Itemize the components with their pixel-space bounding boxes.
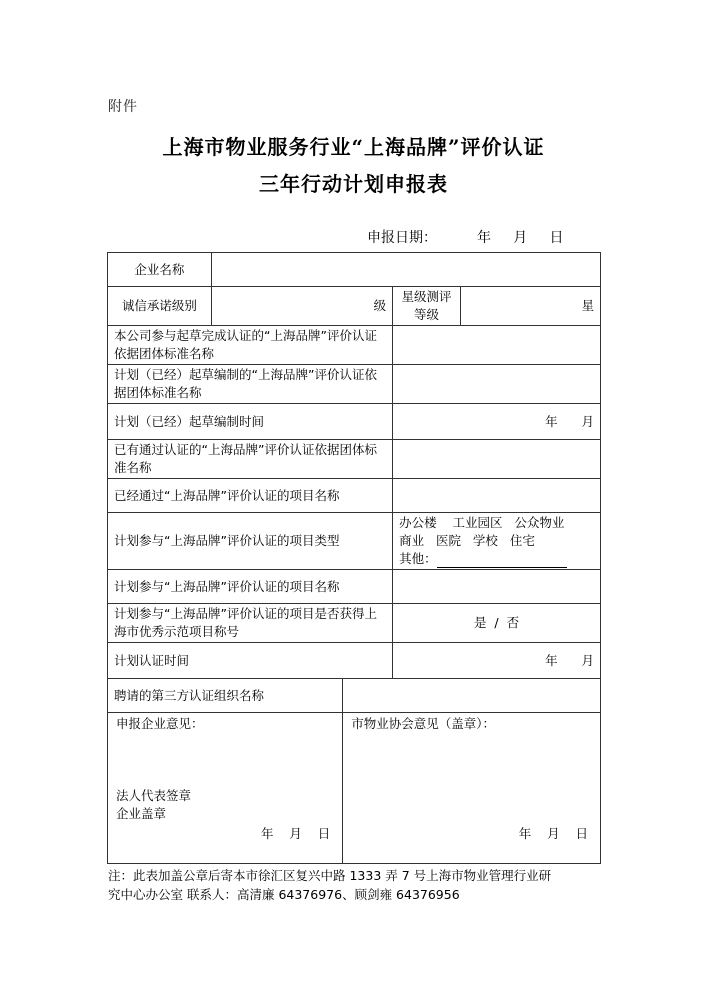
credit-level-field[interactable] [211,287,392,326]
third-party-label: 聘请的第三方认证组织名称 [108,679,343,713]
drafting-time-label: 计划（已经）起草编制时间 [108,404,393,440]
company-name-field[interactable] [211,253,600,287]
project-type-other-input[interactable] [437,553,567,568]
star-rating-label: 星级测评等级 [393,287,461,326]
passed-project-label: 已经通过“上海品牌”评价认证的项目名称 [108,479,393,513]
page-title-line1: 上海市物业服务行业“上海品牌”评价认证 [162,135,545,159]
star-rating-unit: 星 [581,298,594,313]
association-opinion-cell[interactable] [343,713,601,864]
applicant-date: 年 月 日 [260,826,331,841]
passed-project-field[interactable] [393,479,601,513]
project-type-options-2: 商业 医院 学校 住宅 [399,533,535,548]
planned-drafting-label: 计划（已经）起草编制的“上海品牌”评价认证依据团体标准名称 [108,365,393,404]
project-name-field[interactable] [393,570,601,604]
project-type-field[interactable] [393,513,601,570]
project-name-label: 计划参与“上海品牌”评价认证的项目名称 [108,570,393,604]
drafted-standard-field[interactable] [393,326,601,365]
star-rating-field[interactable] [461,287,601,326]
cert-time-label: 计划认证时间 [108,643,393,679]
project-type-other-label: 其他： [399,551,437,566]
footer-note [108,866,608,904]
credit-level-label: 诚信承诺级别 [108,287,212,326]
attachment-label: 附件 [108,99,138,115]
legal-rep-sign-label: 法人代表签章 [116,788,192,803]
credit-level-unit: 级 [373,298,387,313]
excellent-project-field[interactable]: 是 / 否 [393,604,601,643]
application-form-table [107,252,601,864]
applicant-opinion-label: 申报企业意见： [116,716,204,731]
page-title-line2: 三年行动计划申报表 [259,172,448,196]
project-type-other [399,550,594,568]
cert-time-field[interactable]: 年 月 [393,643,601,679]
footer-note-line1: 注：此表加盖公章后寄本市徐汇区复兴中路 1333 弄 7 号上海市物业管理行业研 [108,868,552,883]
association-opinion-label: 市物业协会意见（盖章）： [351,716,496,731]
planned-drafting-field[interactable] [393,365,601,404]
passed-standard-field[interactable] [393,440,601,479]
drafted-standard-label: 本公司参与起草完成认证的“上海品牌”评价认证依据团体标准名称 [108,326,393,365]
footer-note-line2: 究中心办公室 联系人：高清廉 64376976、顾剑雍 64376956 [108,887,460,902]
excellent-project-label: 计划参与“上海品牌”评价认证的项目是否获得上海市优秀示范项目称号 [108,604,393,643]
company-name-label: 企业名称 [108,253,212,287]
passed-standard-label: 已有通过认证的“上海品牌”评价认证依据团体标准名称 [108,440,393,479]
applicant-opinion-cell[interactable] [108,713,343,864]
project-type-options-1: 办公楼 工业园区 公众物业 [399,515,565,530]
company-seal-label: 企业盖章 [116,806,167,821]
project-type-label: 计划参与“上海品牌”评价认证的项目类型 [108,513,393,570]
third-party-field[interactable] [343,679,601,713]
association-date: 年 月 日 [518,826,588,841]
drafting-time-field[interactable]: 年 月 [393,404,601,440]
report-date: 申报日期： 年 月 日 [367,230,564,246]
